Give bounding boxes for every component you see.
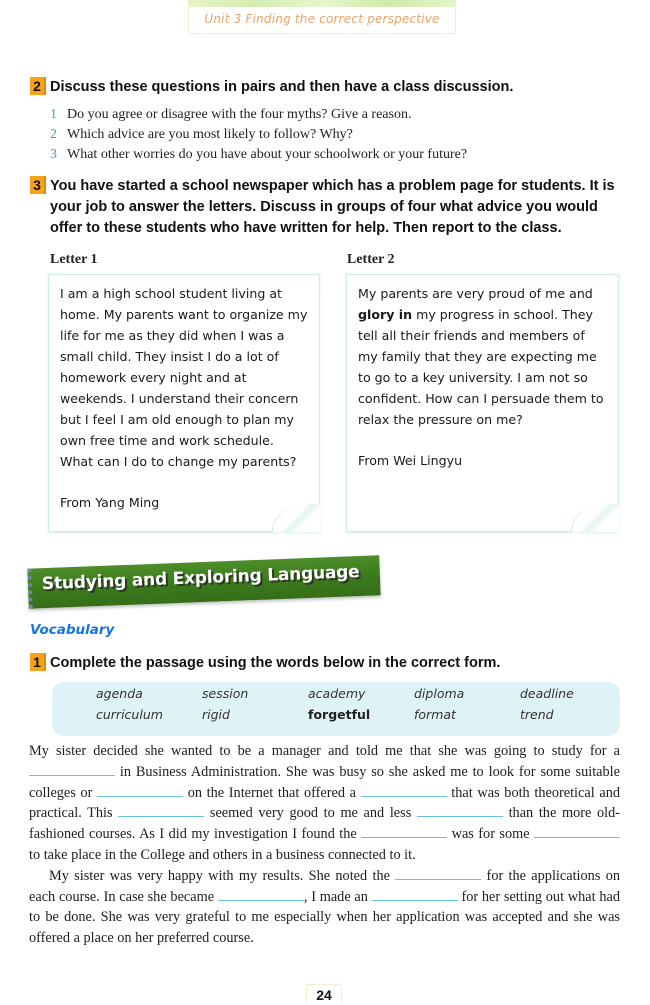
question-text: Do you agree or disagree with the four myths? Give a reason. (67, 107, 412, 122)
instruction-text: You have started a school newspaper which has a problem page for students. It is your job to answer the letters. Discuss in groups of four what advice you would offer to these students who have written for help. Then report to the class. (50, 178, 615, 236)
vocabulary-subheading: Vocabulary (30, 622, 115, 638)
unit-header (188, 0, 456, 34)
word-bank (52, 682, 620, 736)
passage-text: for the applications on each course. In case she became (29, 867, 620, 905)
answer-blank[interactable] (361, 826, 447, 838)
passage-paragraph (29, 866, 620, 949)
word-bank-item: forgetful (308, 707, 371, 722)
question-item (50, 125, 467, 145)
letter-1-card (48, 274, 320, 532)
word-bank-item: diploma (414, 686, 465, 701)
letter-2-card (346, 274, 619, 532)
answer-blank[interactable] (534, 826, 620, 838)
question-text: Which advice are you most likely to follow? Why? (67, 127, 353, 142)
question-item (50, 105, 467, 125)
exercise-3-instruction (30, 176, 622, 239)
question-item (50, 145, 467, 165)
exercise-number-badge: 1 (30, 653, 46, 671)
header-decor-strip (189, 0, 455, 7)
word-bank-item: rigid (202, 707, 230, 722)
passage-text: than the more old-fashioned courses. As I did my investigation I found the (29, 805, 620, 843)
answer-blank[interactable] (97, 785, 183, 797)
passage-text: in Business Administration. She was busy so she asked me to look for some suitable colleges or (29, 763, 620, 801)
answer-blank[interactable] (417, 805, 503, 817)
exercise-1-instruction (30, 653, 620, 674)
instruction-text: Complete the passage using the words below in the correct form. (50, 655, 501, 671)
passage-text: My sister was very happy with my results. She noted the (49, 867, 396, 884)
letter-2-label: Letter 2 (347, 252, 395, 267)
word-bank-item: agenda (96, 686, 143, 701)
letter-text: my progress in school. They tell all their friends and members of my family that they are expecting me to go to a key university. I am not so confident. How can I persuade them to relax the pressure on me? (358, 307, 604, 427)
unit-title: Unit 3 Finding the correct perspective (204, 12, 440, 26)
exercise-number-badge: 3 (30, 176, 46, 194)
section-banner (27, 555, 380, 608)
answer-blank[interactable] (29, 764, 115, 776)
passage-text: My sister decided she wanted to be a manager and told me that she was going to study for a (29, 743, 620, 759)
answer-blank[interactable] (118, 805, 204, 817)
word-bank-item: format (414, 707, 456, 722)
word-bank-item: curriculum (96, 707, 163, 722)
word-bank-item: academy (308, 686, 366, 701)
page-number: 24 (306, 984, 342, 1004)
passage-text: that was both theoretical and practical. This (29, 784, 620, 822)
answer-blank[interactable] (372, 889, 458, 901)
passage-text: for her setting out what had to be done. She was very grateful to me especially when her application was accepted and she was offered a place on her preferred course. (29, 888, 620, 947)
word-bank-item: deadline (520, 686, 574, 701)
discussion-questions (50, 105, 467, 165)
passage-text: to take place in the College and others in a business connected to it. (29, 846, 416, 863)
question-number: 1 (50, 107, 57, 122)
passage-paragraph (29, 741, 620, 866)
question-number: 3 (50, 147, 57, 162)
word-bank-item: session (202, 686, 249, 701)
section-banner-title: Studying and Exploring Language (41, 562, 360, 595)
word-bank-item: trend (520, 707, 554, 722)
passage-text: , I made an (303, 888, 372, 905)
instruction-text: Discuss these questions in pairs and then have a class discussion. (50, 79, 514, 95)
letter-body: I am a high school student living at home. My parents want to organize my life for me as they did when I was a small child. They insist I do a lot of homework every night and at weekends. I understand their concern but I feel I am old enough to plan my own free time and work schedule. What can I do to change my parents? (60, 286, 308, 469)
letter-signature: From Yang Ming (60, 495, 160, 510)
letter-body (358, 283, 608, 430)
exercise-2-instruction (30, 77, 620, 98)
letter-text: My parents are very proud of me and (358, 286, 593, 301)
answer-blank[interactable] (395, 868, 481, 880)
answer-blank[interactable] (218, 889, 304, 901)
bold-phrase: glory in (358, 307, 413, 322)
question-text: What other worries do you have about your schoolwork or your future? (67, 147, 468, 162)
passage-text: on the Internet that offered a (183, 784, 361, 801)
cloze-passage (29, 741, 620, 949)
question-number: 2 (50, 127, 57, 142)
page-curl-decoration (571, 504, 619, 532)
exercise-number-badge: 2 (30, 77, 46, 95)
letter-1-label: Letter 1 (50, 252, 98, 267)
passage-text: was for some (447, 826, 534, 843)
passage-text: seemed very good to me and less (204, 805, 417, 822)
letter-signature: From Wei Lingyu (358, 453, 463, 468)
answer-blank[interactable] (361, 785, 447, 797)
